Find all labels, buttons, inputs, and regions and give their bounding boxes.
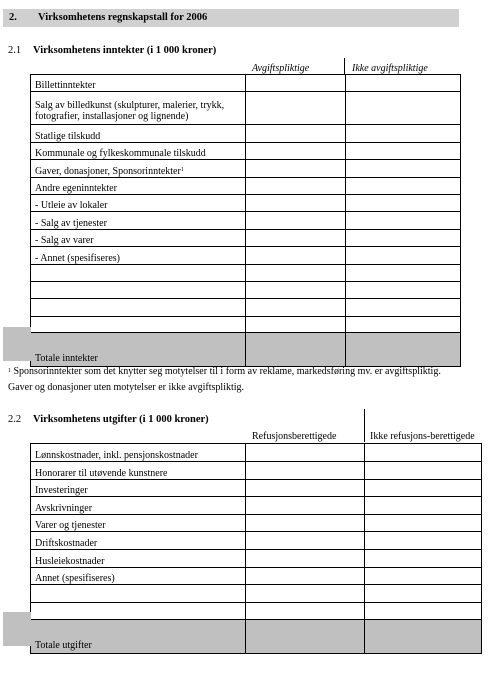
table-row — [31, 230, 461, 247]
income-taxable-cell[interactable] — [246, 195, 346, 212]
income-row-label: Gaver, donasjoner, Sponsorinntekter — [35, 166, 181, 177]
expenses-nonrefundable-cell[interactable] — [365, 603, 482, 620]
footnote-number: 1 — [8, 368, 11, 374]
income-nontaxable-cell[interactable] — [346, 317, 461, 333]
expenses-row-label: Driftskostnader — [31, 532, 246, 550]
expenses-blank-label-cell[interactable] — [31, 603, 246, 620]
expenses-total-row — [31, 620, 482, 654]
table-row — [31, 497, 482, 515]
expenses-refundable-cell[interactable] — [246, 532, 365, 550]
footnote-marker: 1 — [180, 167, 184, 173]
expenses-total-nonrefundable-cell[interactable] — [365, 620, 482, 654]
table-row — [31, 299, 461, 317]
expenses-refundable-cell[interactable] — [246, 480, 365, 497]
expenses-nonrefundable-cell[interactable] — [365, 497, 482, 515]
income-title: Virksomhetens inntekter (i 1 000 kroner) — [33, 45, 217, 56]
income-taxable-cell[interactable] — [246, 282, 346, 299]
income-nontaxable-cell[interactable] — [346, 247, 461, 265]
income-blank-label-cell[interactable] — [31, 317, 246, 333]
expenses-refundable-cell[interactable] — [246, 603, 365, 620]
expenses-nonrefundable-cell[interactable] — [365, 550, 482, 568]
income-total-margin-shade — [3, 327, 31, 361]
expenses-blank-label-cell[interactable] — [31, 585, 246, 603]
income-blank-label-cell[interactable] — [31, 265, 246, 282]
expenses-row-label: Husleiekostnader — [31, 550, 246, 568]
income-nontaxable-cell[interactable] — [346, 195, 461, 212]
income-row-label: - Salg av tjenester — [31, 212, 246, 230]
income-taxable-cell[interactable] — [246, 265, 346, 282]
expenses-total-refundable-cell[interactable] — [246, 620, 365, 654]
table-row — [31, 603, 482, 620]
income-row-gifts — [31, 160, 246, 178]
income-nontaxable-cell[interactable] — [346, 212, 461, 230]
income-total-nontaxable-cell[interactable] — [346, 333, 461, 367]
income-nontaxable-cell[interactable] — [346, 92, 461, 125]
income-taxable-cell[interactable] — [246, 230, 346, 247]
income-taxable-cell[interactable] — [246, 75, 346, 92]
expenses-refundable-cell[interactable] — [246, 462, 365, 480]
expenses-refundable-cell[interactable] — [246, 444, 365, 462]
income-header-divider — [344, 58, 345, 74]
expenses-row-label: Varer og tjenester — [31, 515, 246, 532]
table-row — [31, 515, 482, 532]
expenses-row-label: Avskrivninger — [31, 497, 246, 515]
table-row — [31, 282, 461, 299]
income-row-label: Kommunale og fylkeskommunale tilskudd — [31, 143, 246, 160]
expenses-nonrefundable-cell[interactable] — [365, 462, 482, 480]
expenses-row-label: Lønnskostnader, inkl. pensjonskostnader — [31, 444, 246, 462]
expenses-refundable-cell[interactable] — [246, 568, 365, 585]
table-row — [31, 212, 461, 230]
table-row — [31, 195, 461, 212]
expenses-refundable-cell[interactable] — [246, 515, 365, 532]
expenses-row-label: Annet (spesifiseres) — [31, 568, 246, 585]
income-row-label: Statlige tilskudd — [31, 125, 246, 143]
income-taxable-cell[interactable] — [246, 299, 346, 317]
table-row — [31, 125, 461, 143]
income-row-label: Andre egeninntekter — [31, 178, 246, 195]
table-row — [31, 550, 482, 568]
income-nontaxable-cell[interactable] — [346, 265, 461, 282]
expenses-nonrefundable-cell[interactable] — [365, 444, 482, 462]
expenses-nonrefundable-cell[interactable] — [365, 568, 482, 585]
table-row — [31, 143, 461, 160]
table-row — [31, 247, 461, 265]
expenses-row-label: Investeringer — [31, 480, 246, 497]
table-row — [31, 462, 482, 480]
footnote — [8, 365, 441, 379]
income-nontaxable-cell[interactable] — [346, 282, 461, 299]
income-taxable-cell[interactable] — [246, 317, 346, 333]
section-title: Virksomhetens regnskapstall for 2006 — [38, 12, 208, 23]
income-nontaxable-cell[interactable] — [346, 160, 461, 178]
table-row — [31, 317, 461, 333]
footnote-continuation — [8, 381, 244, 395]
expenses-col-refundable-header: Refusjonsberettigede — [252, 431, 337, 442]
table-row — [31, 92, 461, 125]
income-blank-label-cell[interactable] — [31, 282, 246, 299]
expenses-header-divider — [364, 409, 365, 442]
income-taxable-cell[interactable] — [246, 125, 346, 143]
expenses-refundable-cell[interactable] — [246, 497, 365, 515]
expenses-row-label: Honorarer til utøvende kunstnere — [31, 462, 246, 480]
income-taxable-cell[interactable] — [246, 143, 346, 160]
income-number: 2.1 — [8, 45, 22, 56]
expenses-total-margin-shade — [3, 612, 31, 646]
expenses-col-nonrefundable-header: Ikke refusjons-berettigede — [370, 431, 475, 442]
section-header-bar — [3, 9, 459, 27]
income-total-taxable-cell[interactable] — [246, 333, 346, 367]
table-row — [31, 265, 461, 282]
income-taxable-cell[interactable] — [246, 160, 346, 178]
income-nontaxable-cell[interactable] — [346, 125, 461, 143]
expenses-refundable-cell[interactable] — [246, 585, 365, 603]
income-table — [30, 74, 461, 367]
expenses-number: 2.2 — [8, 414, 22, 425]
footnote-line-1: Sponsorinntekter som det knytter seg motytelser til i form av reklame, markedsføring mv. er avgiftspliktig. — [13, 366, 441, 377]
table-row — [31, 568, 482, 585]
table-row — [31, 444, 482, 462]
income-total-row — [31, 333, 461, 367]
income-nontaxable-cell[interactable] — [346, 75, 461, 92]
table-row — [31, 160, 461, 178]
income-blank-label-cell[interactable] — [31, 299, 246, 317]
income-row-label: - Annet (spesifiseres) — [31, 247, 246, 265]
expenses-nonrefundable-cell[interactable] — [365, 480, 482, 497]
income-col-taxable-header: Avgiftspliktige — [252, 63, 310, 74]
income-nontaxable-cell[interactable] — [346, 178, 461, 195]
income-row-label: - Utleie av lokaler — [31, 195, 246, 212]
expenses-title: Virksomhetens utgifter (i 1 000 kroner) — [33, 414, 209, 425]
section-number: 2. — [9, 12, 17, 23]
income-taxable-cell[interactable] — [246, 92, 346, 125]
table-row — [31, 585, 482, 603]
income-taxable-cell[interactable] — [246, 247, 346, 265]
expenses-nonrefundable-cell[interactable] — [365, 585, 482, 603]
income-nontaxable-cell[interactable] — [346, 299, 461, 317]
income-col-nontaxable-header: Ikke avgiftspliktige — [352, 63, 428, 74]
table-row — [31, 480, 482, 497]
table-row — [31, 75, 461, 92]
income-total-label: Totale inntekter — [31, 333, 246, 367]
income-taxable-cell[interactable] — [246, 178, 346, 195]
expenses-table — [30, 443, 482, 654]
expenses-refundable-cell[interactable] — [246, 550, 365, 568]
income-nontaxable-cell[interactable] — [346, 230, 461, 247]
footnote-line-2: Gaver og donasjoner uten motytelser er ikke avgiftspliktig. — [8, 382, 245, 393]
table-row — [31, 178, 461, 195]
income-taxable-cell[interactable] — [246, 212, 346, 230]
expenses-nonrefundable-cell[interactable] — [365, 532, 482, 550]
expenses-nonrefundable-cell[interactable] — [365, 515, 482, 532]
income-row-label: Billettinntekter — [31, 75, 246, 92]
income-nontaxable-cell[interactable] — [346, 143, 461, 160]
income-row-label: - Salg av varer — [31, 230, 246, 247]
table-row — [31, 532, 482, 550]
income-row-label: Salg av billedkunst (skulpturer, malerier, trykk, fotografier, installasjoner og lignende) — [31, 92, 246, 125]
expenses-total-label: Totale utgifter — [31, 620, 246, 654]
